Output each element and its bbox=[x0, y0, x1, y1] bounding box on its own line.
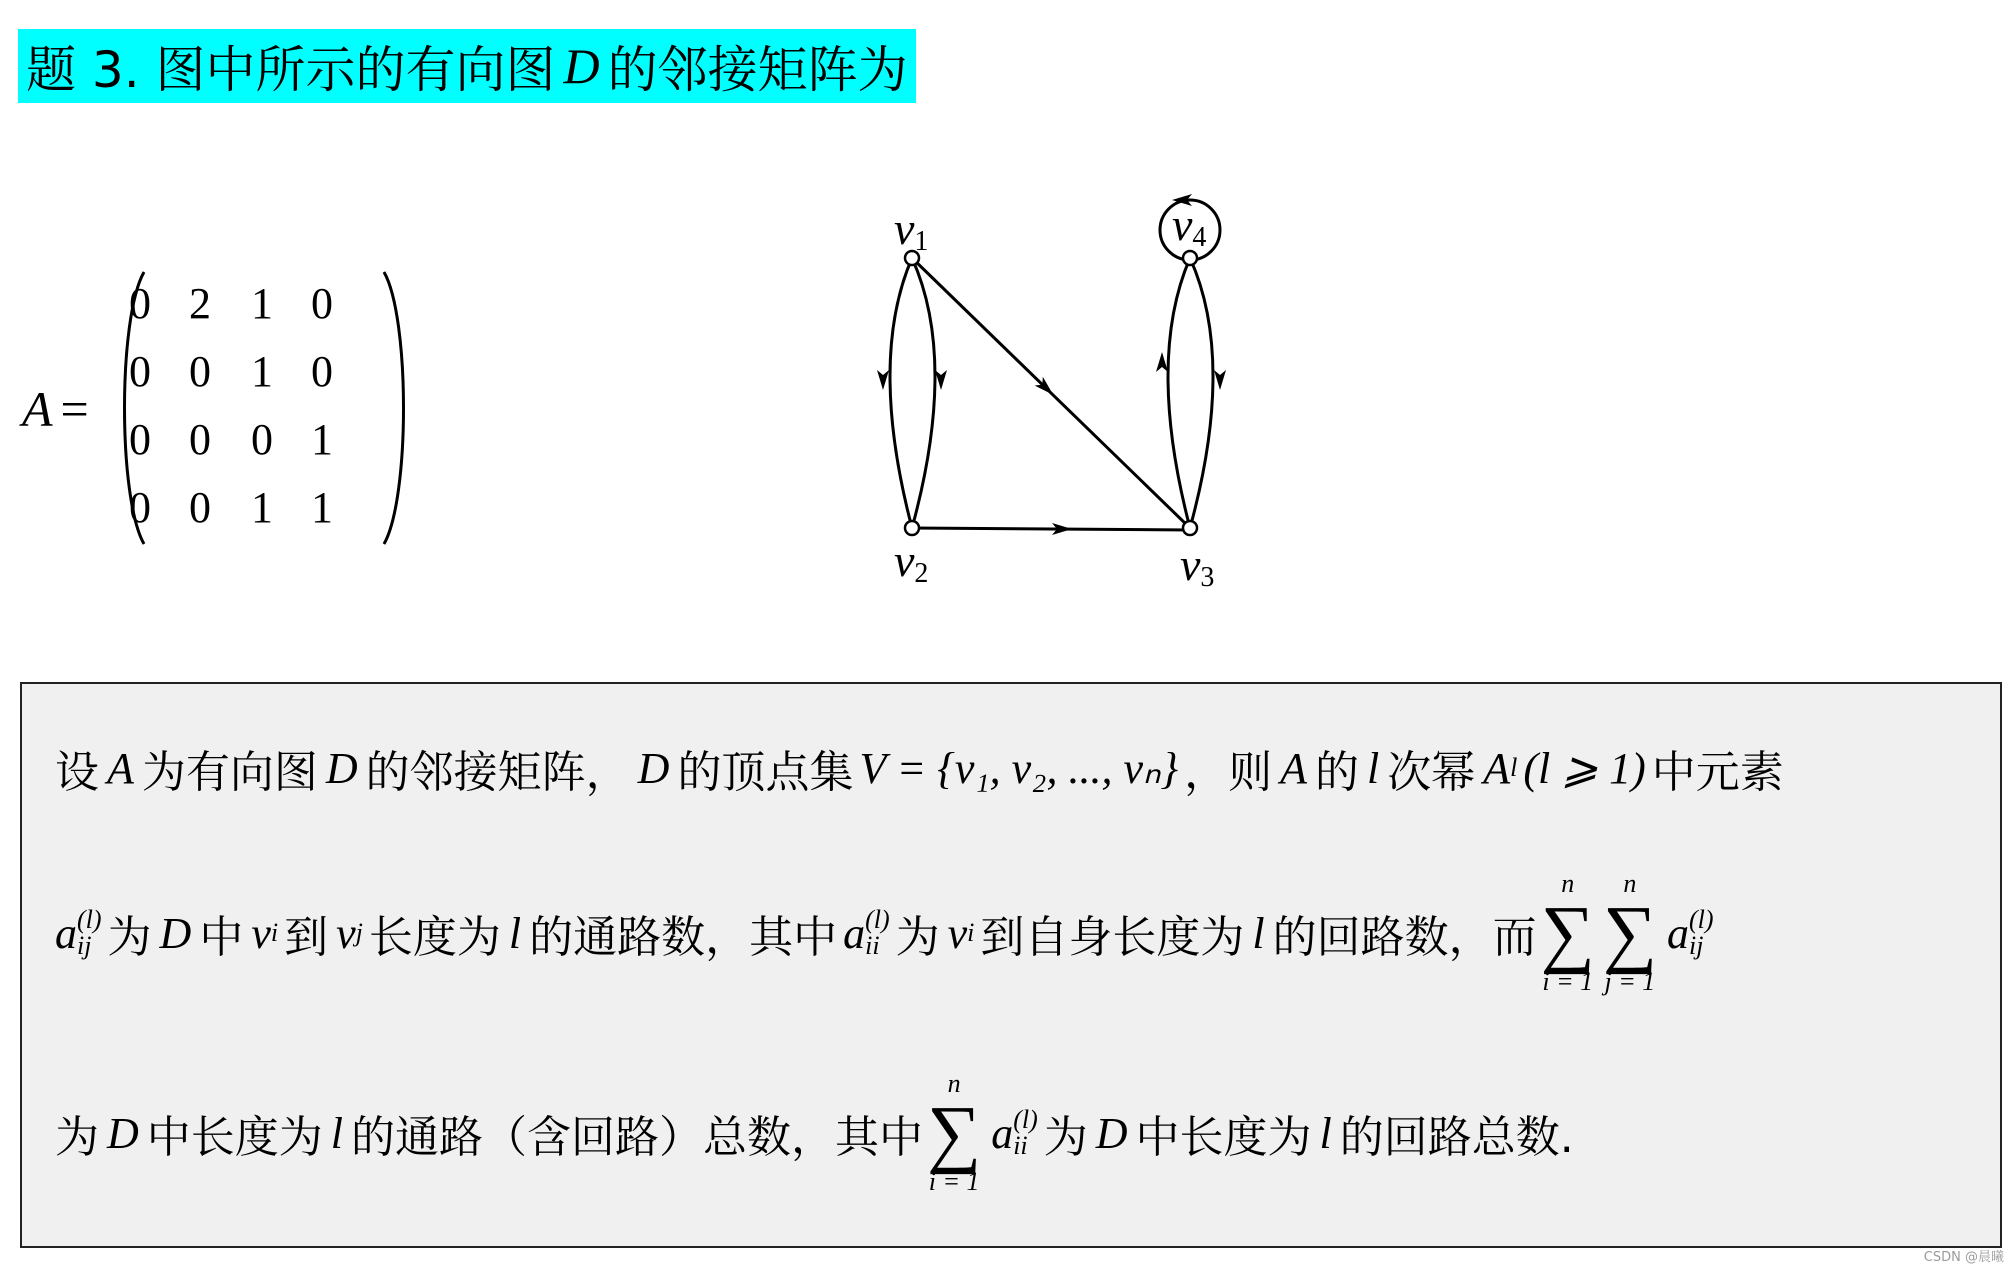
vertex-v3 bbox=[1183, 521, 1197, 535]
matrix-name: A bbox=[22, 381, 53, 437]
edge-v4-v3 bbox=[1190, 258, 1213, 528]
matrix-cell: 0 bbox=[129, 415, 151, 464]
edge-v1-v3 bbox=[912, 258, 1190, 528]
problem-title bbox=[18, 29, 916, 103]
label-v4: $v_4$ bbox=[1172, 199, 1207, 253]
explanation-line-2: a (l) ij 为 D 中 v i 到 v j 长度为 l 的通路数，其中 a (l) ii 为 v i 到自身长度为 l 的回路数，而 n ∑ i = 1 n ∑ j = 1 a (l) ij bbox=[55, 869, 1714, 996]
matrix-cell: 0 bbox=[311, 347, 333, 396]
watermark: CSDN @晨曦 bbox=[1923, 1250, 2004, 1265]
edge-v1-v2-right bbox=[912, 258, 935, 528]
matrix-cell: 0 bbox=[189, 483, 211, 532]
matrix-cell: 1 bbox=[251, 279, 273, 328]
explanation-box bbox=[20, 682, 2002, 1248]
sum-j: n ∑ j = 1 bbox=[1602, 869, 1658, 996]
directed-graph bbox=[850, 180, 1270, 600]
matrix-cell: 0 bbox=[311, 279, 333, 328]
matrix-cell: 0 bbox=[189, 415, 211, 464]
sum-i-diagonal: n ∑ i = 1 bbox=[927, 1069, 982, 1196]
title-suffix: 的邻接矩阵为 bbox=[607, 41, 908, 99]
label-v3: $v_3$ bbox=[1180, 539, 1215, 593]
matrix-equals: = bbox=[60, 381, 89, 437]
matrix-cell: 1 bbox=[311, 415, 333, 464]
explanation-line-3: 为 D 中长度为 l 的通路（含回路）总数，其中 n ∑ i = 1 a (l) ii 为 D 中长度为 l 的回路总数. bbox=[55, 1069, 1574, 1196]
matrix-lhs bbox=[22, 381, 89, 437]
edge-v1-v2-left bbox=[890, 258, 912, 528]
sum-i: n ∑ i = 1 bbox=[1540, 869, 1595, 996]
matrix-cell: 0 bbox=[189, 347, 211, 396]
matrix-cell: 0 bbox=[129, 279, 151, 328]
matrix-cell: 1 bbox=[251, 483, 273, 532]
title-prefix: 题 3. 图中所示的有向图 bbox=[26, 41, 556, 99]
matrix-cell: 0 bbox=[251, 415, 273, 464]
matrix-cell: 2 bbox=[189, 279, 211, 328]
matrix-cell: 1 bbox=[311, 483, 333, 532]
matrix-cell: 1 bbox=[251, 347, 273, 396]
adjacency-matrix bbox=[22, 268, 402, 548]
vertex-set: V = {v₁, v₂, ..., vₙ} bbox=[859, 743, 1179, 793]
title-var: D bbox=[563, 38, 600, 94]
matrix-cell: 0 bbox=[129, 347, 151, 396]
label-v2: $v_2$ bbox=[894, 535, 929, 589]
matrix-cell: 0 bbox=[129, 483, 151, 532]
label-v1: $v_1$ bbox=[894, 203, 929, 257]
explanation-line-1: 设 A 为有向图 D 的邻接矩阵， D 的顶点集 V = {v₁, v₂, ..., vₙ} ，则 A 的 l 次幂 A l (l ⩾ 1) 中元素 bbox=[55, 743, 1784, 798]
vertex-v2 bbox=[905, 521, 919, 535]
edge-v3-v4 bbox=[1168, 258, 1190, 528]
edge-v2-v3 bbox=[912, 528, 1190, 530]
